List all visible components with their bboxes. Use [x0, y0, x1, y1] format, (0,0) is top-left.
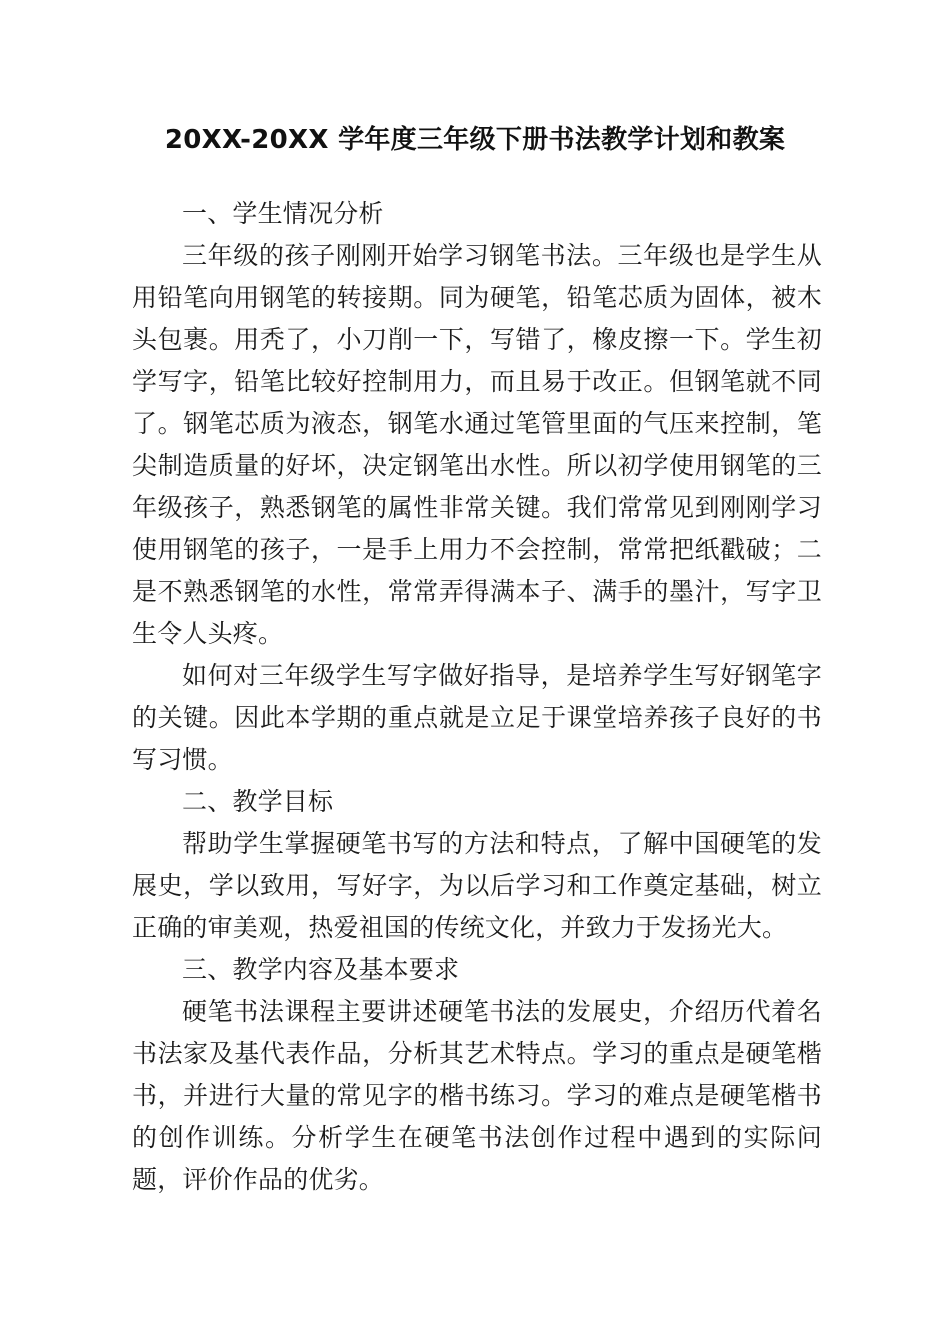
- paragraph-student-analysis-2: 如何对三年级学生写字做好指导，是培养学生写好钢笔字的关键。因此本学期的重点就是立足于课堂培养孩子良好的书写习惯。: [132, 661, 822, 774]
- section-heading-teaching-goals: 二、教学目标: [182, 787, 334, 816]
- document-title: 20XX-20XX 学年度三年级下册书法教学计划和教案: [164, 125, 786, 155]
- paragraph-student-analysis-1: 三年级的孩子刚刚开始学习钢笔书法。三年级也是学生从用铅笔向用钢笔的转接期。同为硬笔，铅笔芯质为固体，被木头包裹。用秃了，小刀削一下，写错了，橡皮擦一下。学生初学写字，铅笔比较好控制用力，而且易于改正。但钢笔就不同了。钢笔芯质为液态，钢笔水通过笔管里面的气压来控制，笔尖制造质量的好坏，决定钢笔出水性。所以初学使用钢笔的三年级孩子，熟悉钢笔的属性非常关键。我们常常见到刚刚学习使用钢笔的孩子，一是手上用力不会控制，常常把纸戳破；二是不熟悉钢笔的水性，常常弄得满本子、满手的墨汁，写字卫生令人头疼。: [132, 241, 822, 648]
- section-heading-student-analysis: 一、学生情况分析: [182, 199, 384, 228]
- document-body: [132, 193, 822, 1201]
- section-heading-teaching-content: 三、教学内容及基本要求: [182, 955, 460, 984]
- paragraph-teaching-goals-1: 帮助学生掌握硬笔书写的方法和特点，了解中国硬笔的发展史，学以致用，写好字，为以后学习和工作奠定基础，树立正确的审美观，热爱祖国的传统文化，并致力于发扬光大。: [132, 829, 822, 942]
- paragraph-teaching-content-1: 硬笔书法课程主要讲述硬笔书法的发展史，介绍历代着名书法家及基代表作品，分析其艺术特点。学习的重点是硬笔楷书，并进行大量的常见字的楷书练习。学习的难点是硬笔楷书的创作训练。分析学生在硬笔书法创作过程中遇到的实际问题，评价作品的优劣。: [132, 997, 822, 1194]
